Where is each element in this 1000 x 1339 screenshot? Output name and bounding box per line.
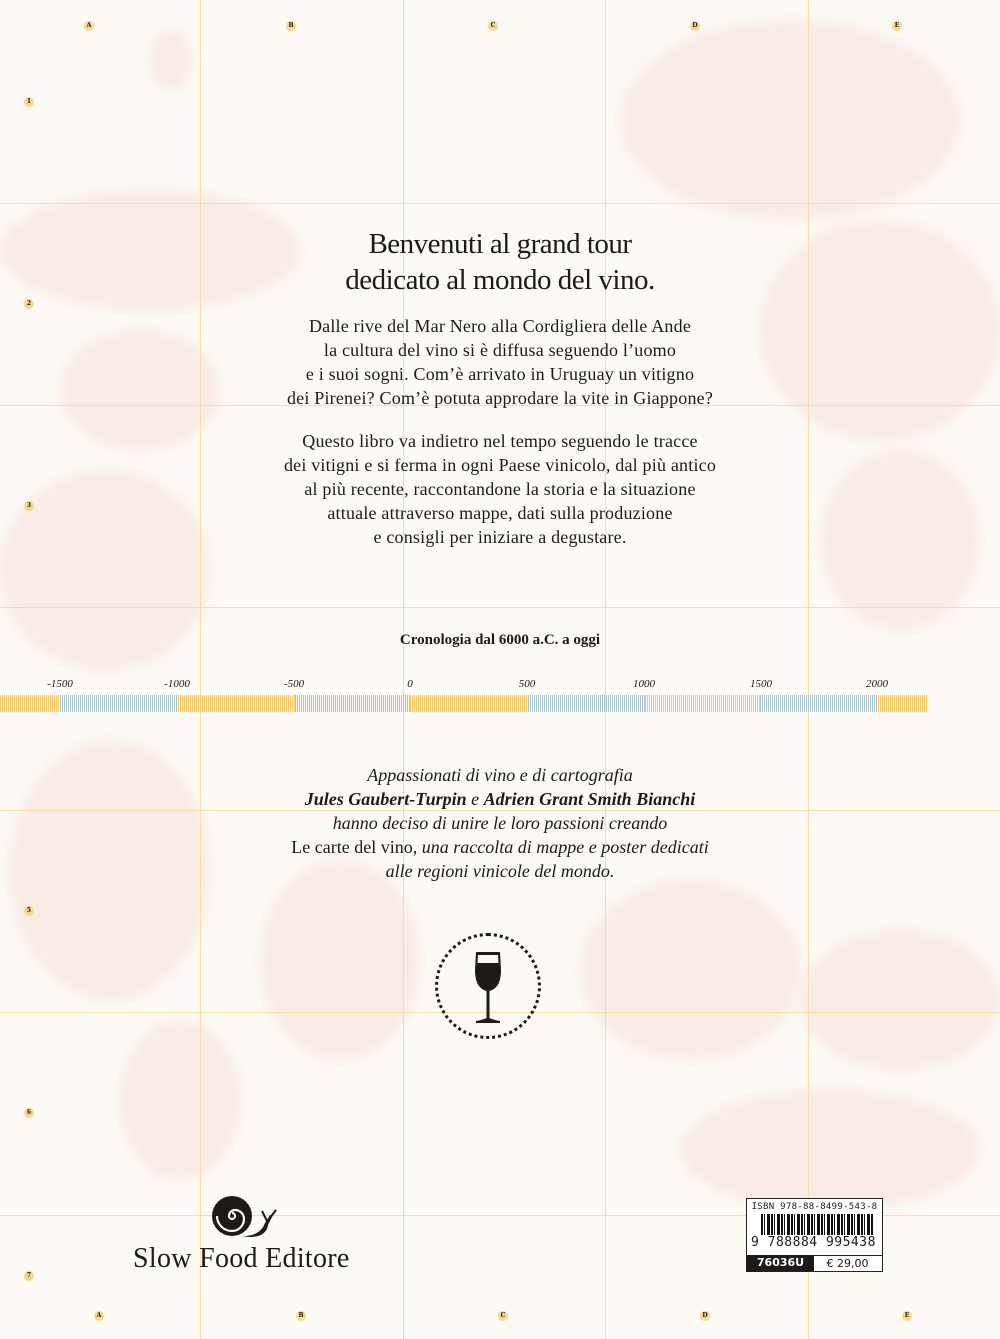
timeline-tick: 0 [407, 678, 413, 690]
grid-label-row: 6 [24, 1108, 34, 1118]
grid-label-top: B [286, 21, 296, 31]
conjunction: e [471, 789, 480, 809]
intro-paragraph-1 [0, 314, 1000, 410]
price: € 29,00 [813, 1255, 882, 1271]
wine-glass-icon [438, 936, 538, 1036]
grid-label-top: C [488, 21, 498, 31]
text-line: alle regioni vinicole del mondo. [385, 861, 615, 881]
authors-line [0, 787, 1000, 811]
text-line: e i suoi sogni. Com’è arrivato in Uruguay un vitigno [305, 364, 695, 384]
book-title: Le carte del vino, [291, 837, 418, 857]
grid-label-row: 5 [24, 906, 34, 916]
timeline-tick: 2000 [866, 678, 888, 690]
text-line: dei Pirenei? Com’è potuta approdare la vite in Giappone? [286, 388, 714, 408]
grid-label-row: 7 [24, 1271, 34, 1281]
timeline-band-blue [528, 695, 645, 712]
grid-label-bottom: D [700, 1311, 710, 1321]
timeline-band-yellow [878, 695, 928, 712]
intro-paragraph-2 [0, 429, 1000, 549]
text-line: la cultura del vino si è diffusa seguendo l’uomo [323, 340, 677, 360]
timeline-band-yellow [0, 695, 60, 712]
title-line: Benvenuti al grand tour [368, 228, 632, 260]
timeline-band-blue [60, 695, 178, 712]
timeline-band-yellow [645, 695, 760, 712]
grid-label-top: D [690, 21, 700, 31]
grid-label-top: E [892, 21, 902, 31]
text-line: Dalle rive del Mar Nero alla Cordigliera delle Ande [308, 316, 692, 336]
grid-label-bottom: C [498, 1311, 508, 1321]
timeline-band-yellow [178, 695, 295, 712]
snail-icon [210, 1193, 280, 1243]
timeline-tick: -1500 [47, 678, 73, 690]
barcode-box [746, 1198, 883, 1272]
text-line [0, 835, 1000, 859]
text-fragment: una raccolta di mappe e poster dedicati [421, 837, 709, 857]
timeline-tick: 1000 [633, 678, 655, 690]
timeline-title: Cronologia dal 6000 a.C. a oggi [399, 632, 601, 648]
grid-label-bottom: B [296, 1311, 306, 1321]
text-line: e consigli per iniziare a degustare. [373, 527, 627, 547]
timeline-tick: 500 [518, 678, 536, 690]
product-code: 76036U [747, 1255, 814, 1271]
timeline-tick: 1500 [750, 678, 772, 690]
intro-title [0, 226, 1000, 298]
timeline-band-blue [295, 695, 410, 712]
text-line: dei vitigni e si ferma in ogni Paese vinicolo, dal più antico [283, 455, 717, 475]
isbn-text: ISBN 978-88-8499-543-8 [751, 1202, 878, 1212]
credits [0, 763, 1000, 883]
grid-label-row: 1 [24, 97, 34, 107]
grid-label-bottom: A [94, 1311, 104, 1321]
grid-label-row: 3 [24, 501, 34, 511]
title-line: dedicato al mondo del vino. [345, 264, 655, 296]
author-name: Adrien Grant Smith Bianchi [483, 789, 696, 809]
timeline-band-blue [760, 695, 878, 712]
timeline-band-yellow [410, 695, 528, 712]
text-line: attuale attraverso mappe, dati sulla produzione [327, 503, 673, 523]
text-line: al più recente, raccontandone la storia e la situazione [304, 479, 696, 499]
grid-label-bottom: E [902, 1311, 912, 1321]
author-name: Jules Gaubert-Turpin [304, 789, 467, 809]
barcode-digits: 9 788884 995438 [751, 1235, 876, 1250]
text-line: Appassionati di vino e di cartografia [367, 765, 633, 785]
timeline-tick: -500 [283, 678, 305, 690]
grid-label-top: A [84, 21, 94, 31]
text-line: hanno deciso di unire le loro passioni creando [332, 813, 668, 833]
text-line: Questo libro va indietro nel tempo seguendo le tracce [302, 431, 698, 451]
grid-label-row: 2 [24, 299, 34, 309]
publisher-name: Slow Food Editore [133, 1243, 350, 1274]
wine-badge [435, 933, 541, 1039]
timeline-tick: -1000 [164, 678, 190, 690]
